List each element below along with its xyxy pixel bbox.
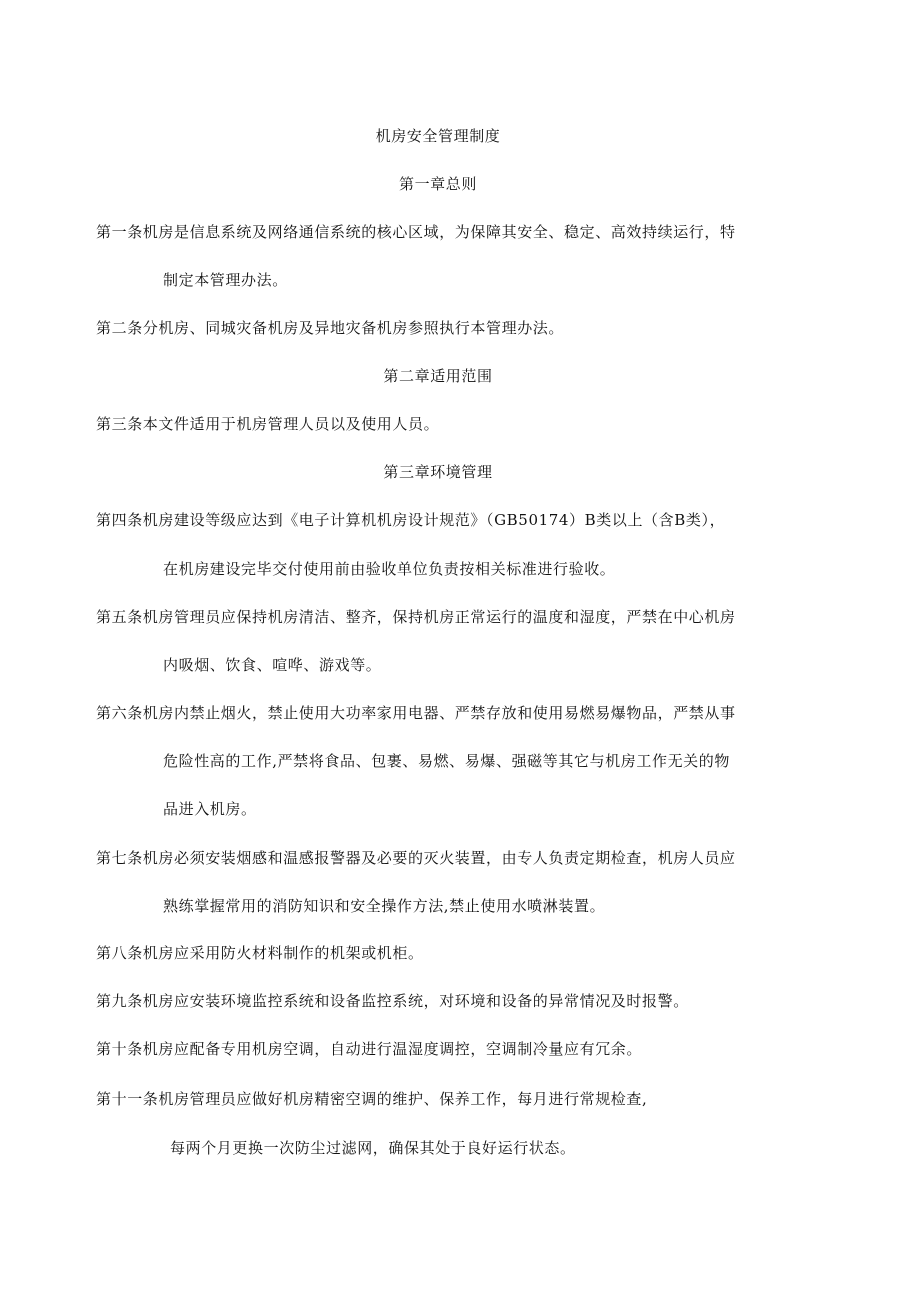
article-1-line-2: 制定本管理办法。 bbox=[163, 271, 288, 289]
article-7-line-1: 第七条机房必须安装烟感和温感报警器及必要的灭火装置，由专人负责定期检查，机房人员应 bbox=[96, 849, 736, 867]
document-title: 机房安全管理制度 bbox=[375, 127, 501, 145]
article-5-line-2: 内吸烟、饮食、喧哗、游戏等。 bbox=[163, 656, 382, 674]
article-8-line-1: 第八条机房应采用防火材料制作的机架或机柜。 bbox=[96, 944, 424, 962]
article-1-line-1: 第一条机房是信息系统及网络通信系统的核心区域，为保障其安全、稳定、高效持续运行，特 bbox=[96, 223, 736, 241]
chapter-1-heading: 第一章总则 bbox=[398, 175, 477, 193]
article-6-line-3: 品进入机房。 bbox=[163, 800, 257, 818]
article-6-line-2: 危险性高的工作,严禁将食品、包裹、易燃、易爆、强磁等其它与机房工作无关的物 bbox=[163, 752, 730, 770]
chapter-3-heading: 第三章环境管理 bbox=[383, 463, 493, 481]
article-4-line-2: 在机房建设完毕交付使用前由验收单位负责按相关标准进行验收。 bbox=[163, 560, 616, 578]
article-10-line-1: 第十条机房应配备专用机房空调，自动进行温湿度调控，空调制冷量应有冗余。 bbox=[96, 1040, 643, 1058]
chapter-2-heading: 第二章适用范围 bbox=[383, 367, 493, 385]
article-6-line-1: 第六条机房内禁止烟火，禁止使用大功率家用电器、严禁存放和使用易燃易爆物品，严禁从事 bbox=[96, 704, 736, 722]
article-9-line-1: 第九条机房应安装环境监控系统和设备监控系统，对环境和设备的异常情况及时报警。 bbox=[96, 992, 689, 1010]
article-3-line-1: 第三条本文件适用于机房管理人员以及使用人员。 bbox=[96, 415, 440, 433]
article-11-line-1: 第十一条机房管理员应做好机房精密空调的维护、保养工作，每月进行常规检查, bbox=[96, 1090, 648, 1108]
article-2-line-1: 第二条分机房、同城灾备机房及异地灾备机房参照执行本管理办法。 bbox=[96, 319, 565, 337]
article-5-line-1: 第五条机房管理员应保持机房清洁、整齐，保持机房正常运行的温度和湿度，严禁在中心机房 bbox=[96, 608, 736, 626]
article-11-line-2: 每两个月更换一次防尘过滤网，确保其处于良好运行状态。 bbox=[170, 1139, 576, 1157]
article-7-line-2: 熟练掌握常用的消防知识和安全操作方法,禁止使用水喷淋装置。 bbox=[163, 897, 606, 915]
article-4-line-1: 第四条机房建设等级应达到《电子计算机机房设计规范》（GB50174）B类以上（含B类）， bbox=[96, 511, 726, 529]
